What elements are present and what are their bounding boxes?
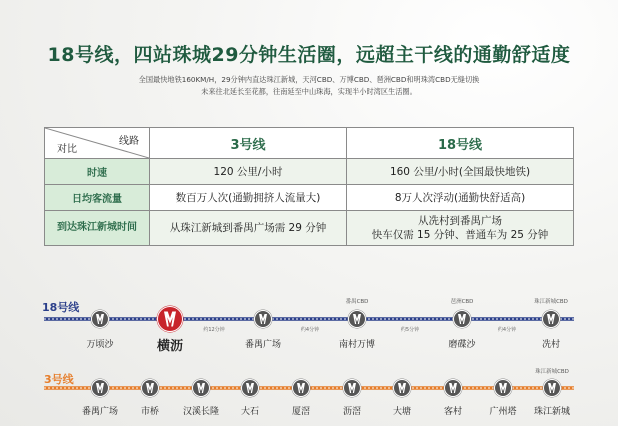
station-node: [141, 379, 159, 397]
corner-bottom-label: 对比: [57, 144, 77, 155]
station-name: 沥滘: [342, 407, 361, 417]
station-name: 万顷沙: [86, 340, 114, 350]
cell-line18-ridership: 8万人次浮动(通勤快舒适高): [347, 185, 574, 211]
comparison-table: [44, 127, 574, 246]
table-row: [45, 185, 574, 211]
station-name: 磨碟沙: [448, 340, 476, 350]
station-name: 汉溪长隆: [182, 407, 219, 417]
cbd-tag: 珠江新城CBD: [535, 369, 569, 375]
cell-line3-speed: 120 公里/小时: [150, 159, 347, 185]
cbd-tag: 番禺CBD: [345, 299, 369, 305]
station-node: [192, 379, 210, 397]
station-name: 珠江新城: [533, 407, 570, 417]
station-name: 市桥: [140, 407, 159, 417]
route-map: [0, 290, 618, 426]
station-node: [494, 379, 512, 397]
page-title: 18号线，四站珠城29分钟生活圈，远超主干线的通勤舒适度: [47, 44, 571, 66]
station-node: [157, 306, 183, 332]
station-name: 客村: [443, 407, 462, 417]
travel-gap-label: 约4分钟: [497, 327, 517, 333]
station-name: 冼村: [541, 340, 560, 350]
column-header-line18: 18号线: [347, 128, 574, 159]
travel-gap-label: 约5分钟: [400, 327, 420, 333]
travel-gap-label: 约4分钟: [300, 327, 320, 333]
station-node: [91, 310, 109, 328]
subtitle-line-1: 全国最快地铁160KM/H，29分钟内直达珠江新城，天河CBD、万博CBD、琶洲CBD和明珠湾CBD无缝切换: [138, 75, 480, 84]
cell-line18-speed: 160 公里/小时(全国最快地铁): [347, 159, 574, 185]
row-label-ridership: 日均客流量: [45, 185, 150, 211]
station-node: [91, 379, 109, 397]
cell-line3-travel-time: 从珠江新城到番禺广场需 29 分钟: [150, 211, 347, 246]
station-node: [254, 310, 272, 328]
station-node: [543, 379, 561, 397]
travel-gap-label: 约12分钟: [203, 327, 225, 333]
station-node: [241, 379, 259, 397]
cell-line3-ridership: 数百万人次(通勤拥挤人流量大): [150, 185, 347, 211]
station-node: [343, 379, 361, 397]
station-node: [292, 379, 310, 397]
subtitle-line-2: 未来往北延长至花都，往南延至中山珠海，实现半小时湾区生活圈。: [201, 87, 417, 96]
cbd-tag: 珠江新城CBD: [534, 299, 568, 305]
table-row: [45, 211, 574, 246]
row-label-travel-time: 到达珠江新城时间: [45, 211, 150, 246]
station-name: 番禺广场: [244, 340, 281, 350]
cell-line18-travel-time-b: 快车仅需 15 分钟、普通车为 25 分钟: [371, 229, 549, 241]
station-name: 广州塔: [489, 407, 517, 417]
station-node: [444, 379, 462, 397]
station-node: [348, 310, 366, 328]
station-node: [453, 310, 471, 328]
station-name: 南村万博: [338, 340, 375, 350]
line18-label: 18号线: [42, 301, 80, 314]
station-node: [542, 310, 560, 328]
station-name: 大塘: [392, 407, 411, 417]
row-label-speed: 时速: [45, 159, 150, 185]
cbd-tag: 琶洲CBD: [450, 299, 474, 305]
station-name: 横沥: [156, 339, 183, 354]
station-node: [393, 379, 411, 397]
table-row: [45, 159, 574, 185]
cell-line18-travel-time-a: 从冼村到番禺广场: [418, 215, 502, 227]
column-header-line3: 3号线: [150, 128, 347, 159]
table-corner-cell: [45, 128, 150, 159]
line3-label: 3号线: [44, 373, 74, 386]
station-name: 大石: [240, 407, 259, 417]
corner-top-label: 线路: [119, 136, 139, 147]
station-name: 番禺广场: [81, 407, 118, 417]
station-name: 厦滘: [291, 407, 310, 417]
cell-line18-travel-time: [347, 211, 574, 246]
table-header-row: [45, 128, 574, 159]
